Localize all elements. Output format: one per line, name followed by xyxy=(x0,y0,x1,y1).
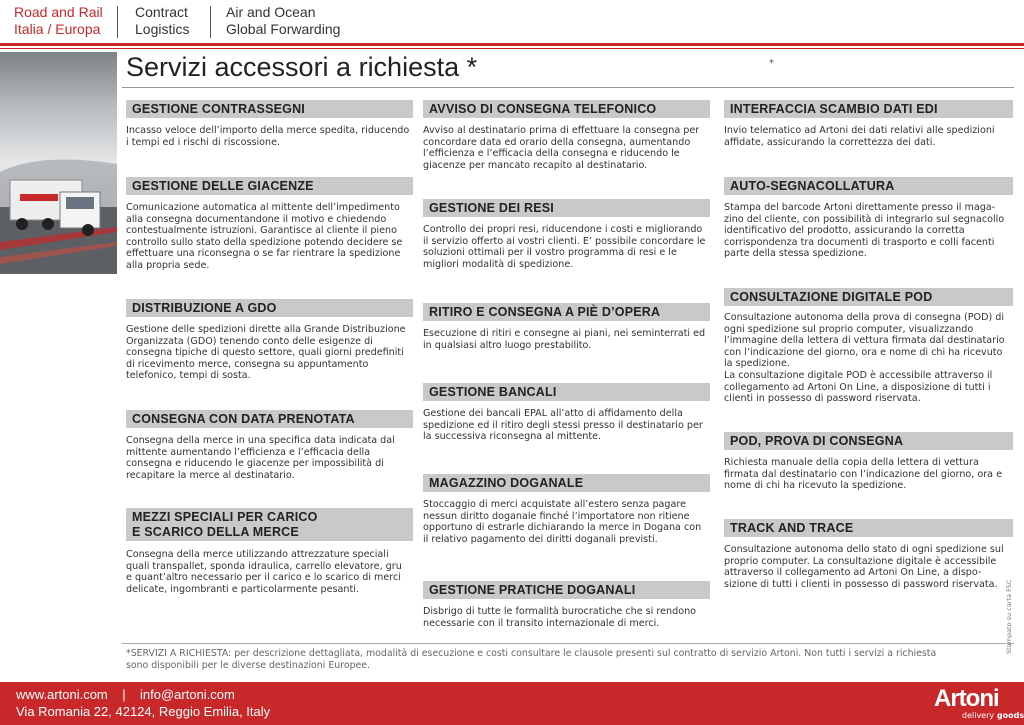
nav-road-rail[interactable] xyxy=(14,4,103,38)
nav-air-ocean-line1: Air and Ocean xyxy=(226,4,316,20)
section-text: Avviso al destinatario prima di effettuare la consegna per concordare data ed orario della consegna, aumentando l’efficienza e l’efficacia della consegna e riducendo le giacenze per mancato recapito al destinatario. xyxy=(423,125,700,171)
nav-divider xyxy=(117,6,118,38)
section-header: MAGAZZINO DOGANALE xyxy=(423,474,710,492)
footer-contacts[interactable]: www.artoni.com | info@artoni.com xyxy=(16,687,235,702)
nav-air-ocean-line2: Global Forwarding xyxy=(226,21,341,37)
artoni-logo xyxy=(934,685,1024,723)
logo-wordmark: Artoni xyxy=(934,685,999,712)
footer-address: Via Romania 22, 42124, Reggio Emilia, Italy xyxy=(16,704,271,719)
section-header: MEZZI SPECIALI PER CARICO E SCARICO DELLA MERCE xyxy=(126,508,413,541)
section-header: GESTIONE PRATICHE DOGANALI xyxy=(423,581,710,599)
section-header: GESTIONE DELLE GIACENZE xyxy=(126,177,413,195)
title-divider xyxy=(122,87,1014,88)
section-header: TRACK AND TRACE xyxy=(724,519,1013,537)
section-text: Disbrigo di tutte le formalità burocratiche che si rendono necessarie con il transito internazionale di merci. xyxy=(423,606,697,629)
footnote-divider xyxy=(122,643,1014,644)
nav-road-rail-line2: Italia / Europa xyxy=(14,21,101,37)
section-text: Stoccaggio di merci acquistate all’estero senza pagare nessun diritto doganale finché l’importatore non ritiene opportuno di estrarle dichiarando la merce in Dogana con il relativo pagamento dei diritti doganali previsti. xyxy=(423,499,702,545)
nav-divider xyxy=(210,6,211,38)
section-text: Gestione delle spedizioni dirette alla Grande Distribuzione Organizzata (GDO) tenendo conto delle esigenze di consegna tipiche di questo settore, quali giorni predefiniti di ricevimento merce, consegna su appuntamento telefonico, tempi di sosta. xyxy=(126,324,406,382)
section-text: Stampa del barcode Artoni direttamente presso il maga- zino del cliente, con possibilità di integrarlo sul segnacollo identificativo del prodotto, assicurando la corretta corrispondenza tra documenti di trasporto e colli facenti parte della stessa spedizione. xyxy=(724,202,1005,260)
section-header: GESTIONE CONTRASSEGNI xyxy=(126,100,413,118)
section-header: AVVISO DI CONSEGNA TELEFONICO xyxy=(423,100,710,118)
nav-contract-logistics[interactable] xyxy=(135,4,189,38)
section-header: AUTO-SEGNACOLLATURA xyxy=(724,177,1013,195)
section-text: Gestione dei bancali EPAL all’atto di affidamento della spedizione ed il ritiro degli stessi presso il destinatario per la successiva riconsegna al mittente. xyxy=(423,408,703,443)
section-header: CONSULTAZIONE DIGITALE POD xyxy=(724,288,1013,306)
section-text: Richiesta manuale della copia della lettera di vettura firmata dal destinatario con l’indicazione del giorno, ora e nome di chi ha ricevuto la spedizione. xyxy=(724,457,1003,492)
nav-contract-line2: Logistics xyxy=(135,21,190,37)
fsc-note: Stampato su carta FSC xyxy=(1005,579,1013,654)
header-red-line xyxy=(0,43,1024,46)
footer xyxy=(0,682,1024,725)
section-text: Consultazione autonoma della prova di consegna (POD) di ogni spedizione sul proprio computer, visualizzando l’immagine della lettera di vettura firmata dal destinatario con l’indicazione del giorno, ora e nome di chi ha ricevuto la spedizione. La consultazione digitale POD è accessibile attraverso il collegamento ad Artoni On Line, a disposizione di tutti i clienti in possesso di password riservata. xyxy=(724,312,1005,405)
section-text: Consegna della merce in una specifica data indicata dal mittente aumentando l’efficienza e l’efficacia della consegna e riducendo le giacenze per impossibilità di recapitare la merce al destinatario. xyxy=(126,435,395,481)
footnote: *SERVIZI A RICHIESTA: per descrizione dettagliata, modalità di esecuzione e costi consultare le clausole presenti sul contratto di servizio Artoni. Non tutti i servizi a richiesta sono disponibili per le diverse destinazioni Europee. xyxy=(126,648,937,671)
section-text: Controllo dei propri resi, riducendone i costi e migliorando il servizio offerto ai vostri clienti. E’ possibile concordare le soluzioni ottimali per il vostro programma di resi e le migliori modalità di spedizione. xyxy=(423,224,706,270)
title-asterisk: * xyxy=(769,58,774,69)
section-header: DISTRIBUZIONE A GDO xyxy=(126,299,413,317)
section-text: Consegna della merce utilizzando attrezzature speciali quali transpallet, sponda idraulica, carrello elevatore, gru e quant’altro necessario per il carico e lo scarico di merci delicate, ingombranti e particolarmente pesanti. xyxy=(126,549,402,595)
logo-tagline: delivery goods xyxy=(962,711,1024,720)
header-thin-line xyxy=(0,48,1024,49)
section-text: Invio telematico ad Artoni dei dati relativi alle spedizioni affidate, assicurando la correttezza dei dati. xyxy=(724,125,995,148)
section-text: Comunicazione automatica al mittente dell’impedimento alla consegna documentandone il motivo e chiedendo contestualmente istruzioni. Garantisce al cliente il pieno controllo sullo stato della spedizione potendo decidere se effettuare una riconsegna o se far rientrare la spedizione alla propria sede. xyxy=(126,202,403,271)
nav-air-ocean[interactable] xyxy=(226,4,340,38)
nav-contract-line1: Contract xyxy=(135,4,188,20)
section-header: GESTIONE BANCALI xyxy=(423,383,710,401)
page-title: Servizi accessori a richiesta * xyxy=(126,52,478,82)
section-text: Consultazione autonoma dello stato di ogni spedizione sul proprio computer. La consultazione digitale è accessibile attraverso il collegamento ad Artoni On Line, a dispo- sizione di tutti i clienti in possesso di password riservata. xyxy=(724,544,1004,590)
top-navigation xyxy=(0,0,1024,44)
truck-photo xyxy=(0,52,117,274)
section-header: INTERFACCIA SCAMBIO DATI EDI xyxy=(724,100,1013,118)
nav-road-rail-line1: Road and Rail xyxy=(14,4,103,20)
section-text: Esecuzione di ritiri e consegne ai piani, nei seminterrati ed in qualsiasi altro luogo prestabilito. xyxy=(423,328,706,351)
section-header: RITIRO E CONSEGNA A PIÈ D’OPERA xyxy=(423,303,710,321)
section-header: POD, PROVA DI CONSEGNA xyxy=(724,432,1013,450)
section-text: Incasso veloce dell’importo della merce spedita, riducendo i tempi ed i rischi di riscossione. xyxy=(126,125,410,148)
section-header: GESTIONE DEI RESI xyxy=(423,199,710,217)
section-header: CONSEGNA CON DATA PRENOTATA xyxy=(126,410,413,428)
